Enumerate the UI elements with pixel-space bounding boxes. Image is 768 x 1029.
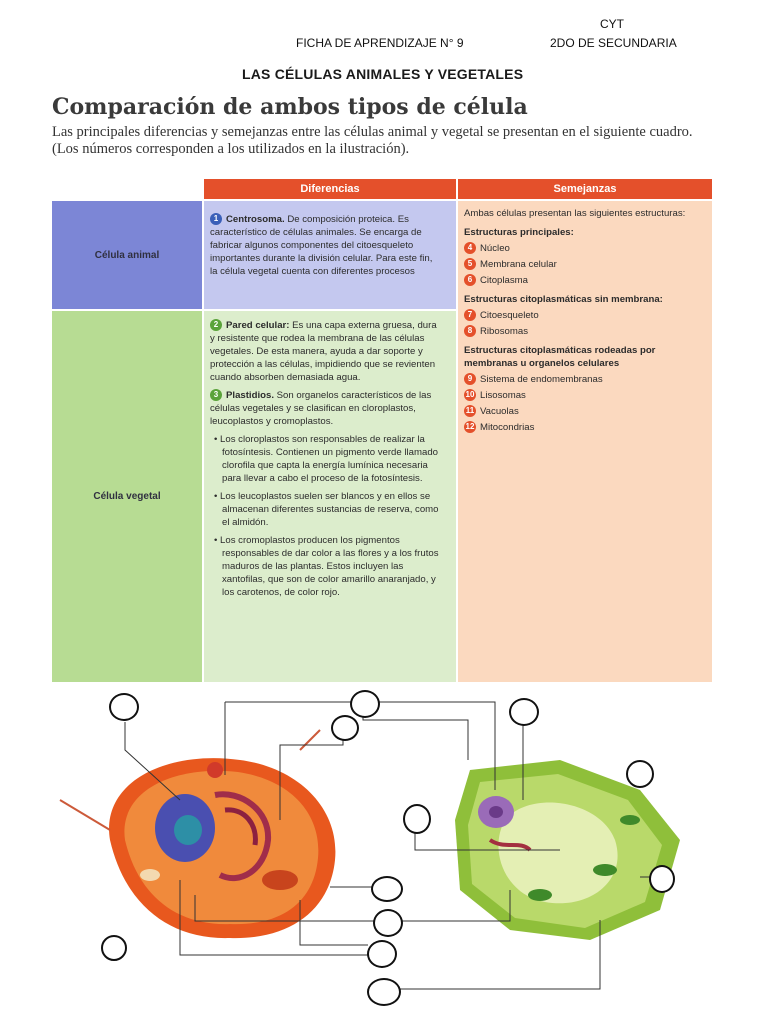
item-label: Núcleo bbox=[480, 243, 510, 254]
item-label: Lisosomas bbox=[480, 390, 526, 401]
bullet-text: Los cromoplastos producen los pigmentos responsables de dar color a las flores y a los frutos maduros de las plantas. Estos incluyen las xantofilas, que son de color amarillo anaranjado, y los carotenos, de color rojo. bbox=[220, 535, 439, 598]
label-circle[interactable] bbox=[101, 935, 127, 961]
comparison-table bbox=[52, 179, 712, 682]
list-item bbox=[464, 258, 704, 271]
number-badge: 9 bbox=[464, 373, 476, 385]
item-label: Citoplasma bbox=[480, 275, 528, 286]
list-item bbox=[464, 274, 704, 287]
item-label: Mitocondrias bbox=[480, 422, 535, 433]
label-circle[interactable] bbox=[367, 978, 401, 1006]
row-label-plant: Célula vegetal bbox=[52, 311, 202, 682]
cell-wall-description: Es una capa externa gruesa, dura y resistente que rodea la membrana de las células vegetales. De esta manera, ayuda a dar soporte y protección a las células, impidiendo que se revienten cuando absorben demasiada agua. bbox=[210, 320, 437, 383]
number-badge: 4 bbox=[464, 242, 476, 254]
label-circle[interactable] bbox=[371, 876, 403, 902]
label-circle[interactable] bbox=[373, 909, 403, 937]
number-badge: 7 bbox=[464, 309, 476, 321]
label-circle[interactable] bbox=[403, 804, 431, 834]
main-structures-heading: Estructuras principales: bbox=[464, 227, 574, 238]
list-item bbox=[464, 389, 704, 402]
item-label: Citoesqueleto bbox=[480, 310, 539, 321]
label-circle[interactable] bbox=[509, 698, 539, 726]
item-label: Sistema de endomembranas bbox=[480, 374, 603, 385]
label-circle[interactable] bbox=[331, 715, 359, 741]
term-plastids: Plastidios. bbox=[226, 390, 274, 401]
number-badge: 2 bbox=[210, 319, 222, 331]
item-label: Vacuolas bbox=[480, 406, 519, 417]
label-circle[interactable] bbox=[626, 760, 654, 788]
worksheet-number: FICHA DE APRENDIZAJE N° 9 bbox=[296, 36, 464, 50]
label-circle[interactable] bbox=[649, 865, 675, 893]
term-centrosome: Centrosoma. bbox=[226, 214, 285, 225]
label-circle[interactable] bbox=[109, 693, 139, 721]
bullet-text: Los leucoplastos suelen ser blancos y en ellos se almacenan diferentes sustancias de reserva, como el almidón. bbox=[220, 491, 439, 528]
row-label-animal: Célula animal bbox=[52, 201, 202, 309]
label-circle[interactable] bbox=[367, 940, 397, 968]
section-title: Comparación de ambos tipos de célula bbox=[52, 94, 528, 120]
subject-label: CYT bbox=[600, 17, 624, 31]
number-badge: 6 bbox=[464, 274, 476, 286]
section-intro: Las principales diferencias y semejanzas entre las células animal y vegetal se presentan en el siguiente cuadro. (Los números corresponden a los utilizados en la ilustración). bbox=[52, 124, 693, 157]
number-badge: 8 bbox=[464, 325, 476, 337]
term-cell-wall: Pared celular: bbox=[226, 320, 290, 331]
column-header-differences: Diferencias bbox=[204, 179, 456, 199]
number-badge: 12 bbox=[465, 422, 475, 432]
list-item bbox=[464, 373, 704, 386]
similarities-intro: Ambas células presentan las siguientes estructuras: bbox=[464, 208, 686, 219]
non-membrane-heading: Estructuras citoplasmáticas sin membrana: bbox=[464, 294, 663, 305]
item-label: Membrana celular bbox=[480, 259, 557, 270]
plant-differences-text bbox=[210, 319, 440, 599]
number-badge: 3 bbox=[210, 389, 222, 401]
bullet-leucoplasts: • Los leucoplastos suelen ser blancos y en ellos se almacenan diferentes sustancias de reserva, como el almidón. bbox=[214, 491, 439, 528]
label-circle[interactable] bbox=[350, 690, 380, 718]
list-item bbox=[464, 309, 704, 322]
page-title: LAS CÉLULAS ANIMALES Y VEGETALES bbox=[242, 66, 524, 82]
membrane-heading: Estructuras citoplasmáticas rodeadas por membranas u organelos celulares bbox=[464, 345, 656, 369]
animal-differences-text bbox=[210, 213, 438, 278]
number-badge: 11 bbox=[465, 406, 475, 416]
number-badge: 5 bbox=[464, 258, 476, 270]
cell-illustration bbox=[0, 690, 768, 1024]
bullet-chloroplasts: • Los cloroplastos son responsables de realizar la fotosíntesis. Contienen un pigmento verde llamado clorofila que capta la energía lumínica necesaria para llevar a cabo el proceso de la fotosíntesis. bbox=[214, 434, 438, 484]
list-item bbox=[464, 405, 704, 418]
cells-diagram bbox=[0, 690, 768, 1024]
animal-cell-image bbox=[60, 730, 335, 938]
column-header-similarities: Semejanzas bbox=[458, 179, 712, 199]
number-badge: 1 bbox=[210, 213, 222, 225]
number-badge: 10 bbox=[465, 390, 475, 400]
bullet-chromoplasts: • Los cromoplastos producen los pigmentos responsables de dar color a las flores y a los frutos maduros de las plantas. Estos incluyen las xantofilas, que son de color amarillo anaranjado, y los carotenos, de color rojo. bbox=[214, 535, 439, 598]
similarities-text bbox=[464, 207, 704, 434]
plastids-description: Son organelos característicos de las células vegetales y se clasifican en cloroplastos, leucoplastos y cromoplastos. bbox=[210, 390, 432, 427]
list-item bbox=[464, 421, 704, 434]
grade-label: 2DO DE SECUNDARIA bbox=[550, 36, 677, 50]
list-item bbox=[464, 242, 704, 255]
centrosome-description: De composición proteica. Es característico de células animales. Se encarga de fabricar algunos componentes del citoesqueleto importantes durante la división celular. Para este fin, la célula vegetal cuenta con diferentes procesos bbox=[210, 214, 433, 277]
list-item bbox=[464, 325, 704, 338]
item-label: Ribosomas bbox=[480, 326, 528, 337]
bullet-text: Los cloroplastos son responsables de realizar la fotosíntesis. Contienen un pigmento verde llamado clorofila que capta la energía lumínica necesaria para llevar a cabo el proceso de la fotosíntesis. bbox=[220, 434, 438, 484]
